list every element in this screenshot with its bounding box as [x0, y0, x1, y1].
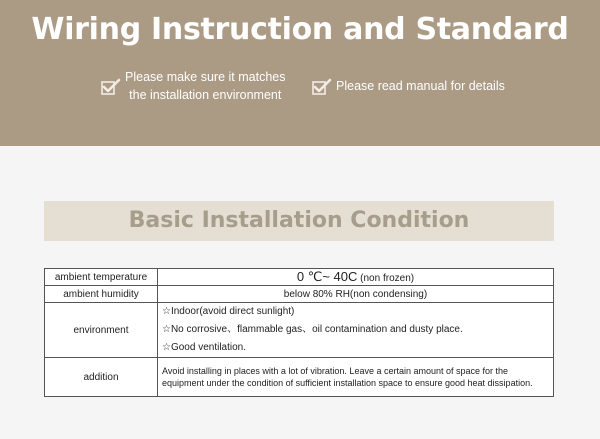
environment-item: ☆Good ventilation.	[162, 342, 247, 353]
note-environment	[101, 68, 286, 104]
environment-item: ☆Indoor(avoid direct sunlight)	[162, 306, 295, 317]
header-banner	[0, 0, 600, 146]
table-row	[45, 358, 554, 397]
table-row	[45, 303, 554, 358]
section-title: Basic Installation Condition	[128, 208, 470, 233]
note-environment-text	[125, 68, 286, 104]
row-key: environment	[45, 303, 158, 358]
row-value	[158, 269, 554, 286]
row-key: ambient temperature	[45, 269, 158, 286]
row-key: ambient humidity	[45, 286, 158, 303]
row-value: below 80% RH(non condensing)	[158, 286, 554, 303]
temperature-note: (non frozen)	[357, 273, 415, 284]
note-manual	[312, 77, 505, 95]
row-key: addition	[45, 358, 158, 397]
row-value	[158, 303, 554, 358]
note-line: Please read manual for details	[336, 79, 505, 93]
check-icon	[312, 78, 332, 95]
environment-item: ☆No corrosive、flammable gas、oil contamination and dusty place.	[162, 324, 463, 335]
temperature-range: 0 ℃~ 40C	[296, 269, 358, 284]
row-value: Avoid installing in places with a lot of vibration. Leave a certain amount of space for the equipment under the condition of sufficient installation space to ensure good heat dissipation.	[158, 358, 554, 397]
note-line: Please make sure it matches	[125, 70, 286, 84]
installation-conditions-table	[44, 268, 554, 397]
table-row	[45, 269, 554, 286]
content-area	[0, 146, 600, 439]
page-title: Wiring Instruction and Standard	[31, 12, 569, 47]
table-row	[45, 286, 554, 303]
check-icon	[101, 78, 121, 95]
note-line: the installation environment	[129, 88, 282, 102]
section-header	[44, 201, 554, 241]
